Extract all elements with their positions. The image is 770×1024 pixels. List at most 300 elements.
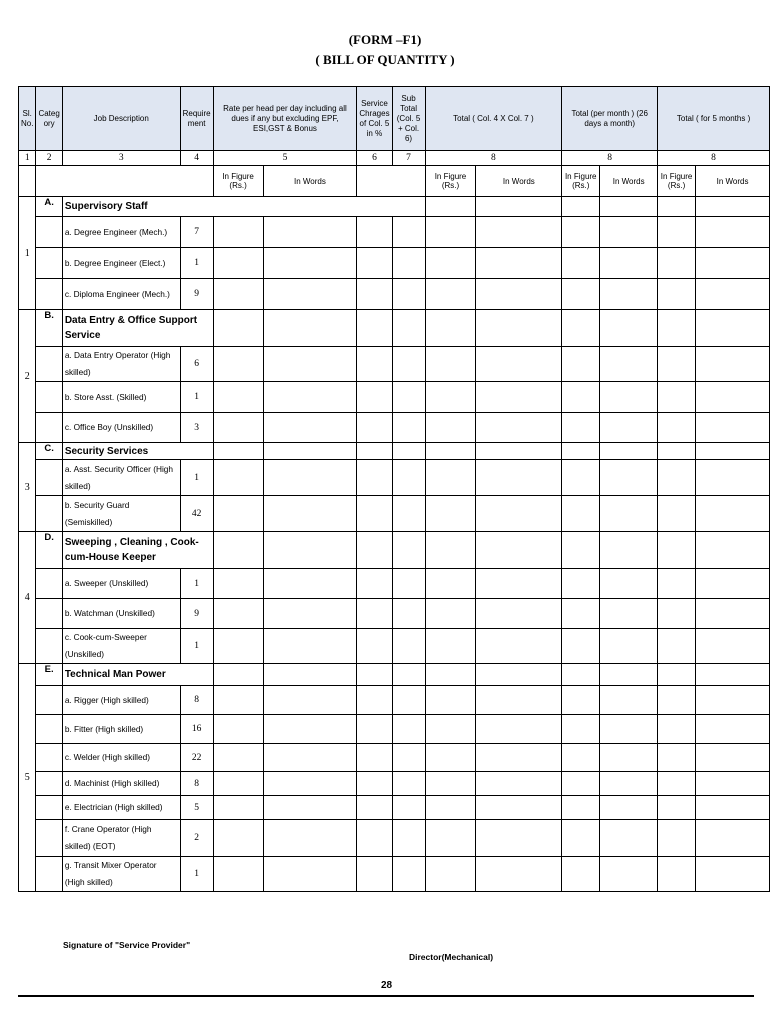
amount-cell <box>425 310 476 347</box>
amount-cell <box>476 820 562 857</box>
header-row <box>19 87 770 151</box>
col-number: 8 <box>562 151 658 166</box>
amount-cell <box>392 629 425 664</box>
col-number: 1 <box>19 151 36 166</box>
category-letter: C. <box>36 443 62 460</box>
requirement-count: 1 <box>180 569 213 599</box>
job-row <box>19 217 770 248</box>
form-title: (FORM –F1) <box>348 32 422 47</box>
job-row <box>19 599 770 629</box>
amount-cell <box>425 715 476 744</box>
amount-cell <box>357 413 392 443</box>
job-row <box>19 629 770 664</box>
subheader-in-figure: In Figure (Rs.) <box>425 166 476 197</box>
empty-cell <box>36 166 213 197</box>
amount-cell <box>562 664 600 686</box>
empty-cell <box>36 629 62 664</box>
requirement-count: 2 <box>180 820 213 857</box>
amount-cell <box>600 217 658 248</box>
amount-cell <box>600 347 658 382</box>
amount-cell <box>476 279 562 310</box>
job-row <box>19 857 770 892</box>
amount-cell <box>213 715 263 744</box>
requirement-count: 6 <box>180 347 213 382</box>
amount-cell <box>658 629 696 664</box>
requirement-count: 7 <box>180 217 213 248</box>
requirement-count: 1 <box>180 382 213 413</box>
amount-cell <box>562 382 600 413</box>
amount-cell <box>263 413 357 443</box>
amount-cell <box>562 532 600 569</box>
subheader-in-words: In Words <box>476 166 562 197</box>
category-letter: A. <box>36 197 62 217</box>
amount-cell <box>213 744 263 772</box>
job-row <box>19 382 770 413</box>
amount-cell <box>425 686 476 715</box>
footer-divider <box>18 995 754 997</box>
section-title: Security Services <box>62 443 213 460</box>
job-row <box>19 569 770 599</box>
amount-cell <box>357 496 392 532</box>
empty-cell <box>36 460 62 496</box>
amount-cell <box>562 629 600 664</box>
job-row <box>19 460 770 496</box>
amount-cell <box>696 715 770 744</box>
subheader-in-words: In Words <box>263 166 357 197</box>
empty-cell <box>36 347 62 382</box>
job-description: g. Transit Mixer Operator (High skilled) <box>62 857 180 892</box>
amount-cell <box>600 197 658 217</box>
amount-cell <box>562 248 600 279</box>
job-row <box>19 347 770 382</box>
amount-cell <box>425 857 476 892</box>
amount-cell <box>357 248 392 279</box>
empty-cell <box>19 166 36 197</box>
amount-cell <box>658 460 696 496</box>
amount-cell <box>213 347 263 382</box>
amount-cell <box>600 413 658 443</box>
amount-cell <box>476 496 562 532</box>
header-subtotal: Sub Total (Col. 5 + Col. 6) <box>392 87 425 151</box>
header-total-per-month: Total (per month ) (26 days a month) <box>562 87 658 151</box>
amount-cell <box>658 772 696 796</box>
amount-cell <box>658 347 696 382</box>
amount-cell <box>600 248 658 279</box>
category-letter: D. <box>36 532 62 569</box>
amount-cell <box>392 857 425 892</box>
amount-cell <box>562 569 600 599</box>
amount-cell <box>263 664 357 686</box>
job-description: b. Store Asst. (Skilled) <box>62 382 180 413</box>
amount-cell <box>392 382 425 413</box>
category-letter: E. <box>36 664 62 686</box>
amount-cell <box>263 347 357 382</box>
job-row <box>19 772 770 796</box>
requirement-count: 5 <box>180 796 213 820</box>
page-number: 28 <box>381 980 393 991</box>
amount-cell <box>476 217 562 248</box>
amount-cell <box>425 382 476 413</box>
col-number: 4 <box>180 151 213 166</box>
amount-cell <box>357 857 392 892</box>
amount-cell <box>476 664 562 686</box>
amount-cell <box>658 715 696 744</box>
amount-cell <box>658 382 696 413</box>
amount-cell <box>263 772 357 796</box>
job-description: c. Welder (High skilled) <box>62 744 180 772</box>
amount-cell <box>476 413 562 443</box>
header-job-description: Job Description <box>62 87 180 151</box>
amount-cell <box>600 496 658 532</box>
amount-cell <box>392 772 425 796</box>
amount-cell <box>696 772 770 796</box>
job-description: a. Rigger (High skilled) <box>62 686 180 715</box>
amount-cell <box>476 248 562 279</box>
requirement-count: 1 <box>180 857 213 892</box>
amount-cell <box>562 460 600 496</box>
amount-cell <box>476 460 562 496</box>
amount-cell <box>658 532 696 569</box>
requirement-count: 8 <box>180 686 213 715</box>
subheader-in-words: In Words <box>600 166 658 197</box>
empty-cell <box>36 413 62 443</box>
col-number: 3 <box>62 151 180 166</box>
amount-cell <box>213 629 263 664</box>
amount-cell <box>213 820 263 857</box>
amount-cell <box>263 382 357 413</box>
amount-cell <box>357 532 392 569</box>
amount-cell <box>696 413 770 443</box>
amount-cell <box>357 460 392 496</box>
amount-cell <box>357 796 392 820</box>
section-title: Sweeping , Cleaning , Cook-cum-House Keeper <box>62 532 213 569</box>
amount-cell <box>263 857 357 892</box>
header-service-charges: Service Chrages of Col. 5 in % <box>357 87 392 151</box>
amount-cell <box>600 599 658 629</box>
job-row <box>19 820 770 857</box>
amount-cell <box>562 197 600 217</box>
amount-cell <box>392 248 425 279</box>
job-description: a. Sweeper (Unskilled) <box>62 569 180 599</box>
form-subtitle: ( BILL OF QUANTITY ) <box>315 52 455 67</box>
amount-cell <box>696 460 770 496</box>
serial-number: 3 <box>19 443 36 532</box>
job-row <box>19 715 770 744</box>
section-row <box>19 310 770 347</box>
amount-cell <box>263 496 357 532</box>
amount-cell <box>392 279 425 310</box>
serial-number: 4 <box>19 532 36 664</box>
empty-cell <box>36 857 62 892</box>
amount-cell <box>562 686 600 715</box>
amount-cell <box>425 279 476 310</box>
amount-cell <box>263 715 357 744</box>
col-number: 8 <box>658 151 770 166</box>
amount-cell <box>357 443 392 460</box>
requirement-count: 1 <box>180 248 213 279</box>
amount-cell <box>425 532 476 569</box>
amount-cell <box>357 382 392 413</box>
requirement-count: 9 <box>180 279 213 310</box>
amount-cell <box>696 197 770 217</box>
amount-cell <box>696 599 770 629</box>
amount-cell <box>658 664 696 686</box>
amount-cell <box>600 796 658 820</box>
amount-cell <box>696 686 770 715</box>
section-row <box>19 532 770 569</box>
amount-cell <box>658 248 696 279</box>
empty-cell <box>36 217 62 248</box>
amount-cell <box>392 796 425 820</box>
amount-cell <box>600 443 658 460</box>
amount-cell <box>213 664 263 686</box>
amount-cell <box>263 744 357 772</box>
amount-cell <box>476 772 562 796</box>
amount-cell <box>562 310 600 347</box>
empty-cell <box>36 744 62 772</box>
amount-cell <box>392 310 425 347</box>
amount-cell <box>357 569 392 599</box>
serial-number: 5 <box>19 664 36 892</box>
requirement-count: 22 <box>180 744 213 772</box>
amount-cell <box>213 443 263 460</box>
amount-cell <box>213 686 263 715</box>
empty-cell <box>36 820 62 857</box>
empty-cell <box>36 496 62 532</box>
amount-cell <box>476 599 562 629</box>
amount-cell <box>263 796 357 820</box>
amount-cell <box>263 248 357 279</box>
job-description: f. Crane Operator (High skilled) (EOT) <box>62 820 180 857</box>
amount-cell <box>213 496 263 532</box>
amount-cell <box>562 599 600 629</box>
empty-cell <box>36 686 62 715</box>
amount-cell <box>425 347 476 382</box>
job-description: c. Cook-cum-Sweeper (Unskilled) <box>62 629 180 664</box>
section-row <box>19 197 770 217</box>
amount-cell <box>425 599 476 629</box>
job-row <box>19 686 770 715</box>
amount-cell <box>392 744 425 772</box>
amount-cell <box>476 443 562 460</box>
amount-cell <box>696 744 770 772</box>
amount-cell <box>357 310 392 347</box>
amount-cell <box>392 532 425 569</box>
job-description: d. Machinist (High skilled) <box>62 772 180 796</box>
job-row <box>19 796 770 820</box>
amount-cell <box>425 496 476 532</box>
empty-cell <box>36 248 62 279</box>
amount-cell <box>425 443 476 460</box>
amount-cell <box>213 796 263 820</box>
amount-cell <box>357 686 392 715</box>
bill-of-quantity-table <box>18 86 770 892</box>
amount-cell <box>392 664 425 686</box>
job-description: c. Office Boy (Unskilled) <box>62 413 180 443</box>
amount-cell <box>213 413 263 443</box>
amount-cell <box>696 857 770 892</box>
amount-cell <box>213 382 263 413</box>
amount-cell <box>357 744 392 772</box>
serial-number: 2 <box>19 310 36 443</box>
requirement-count: 1 <box>180 629 213 664</box>
requirement-count: 16 <box>180 715 213 744</box>
serial-number: 1 <box>19 197 36 310</box>
amount-cell <box>696 496 770 532</box>
amount-cell <box>357 820 392 857</box>
amount-cell <box>392 217 425 248</box>
amount-cell <box>263 279 357 310</box>
amount-cell <box>600 279 658 310</box>
amount-cell <box>357 715 392 744</box>
amount-cell <box>263 443 357 460</box>
empty-cell <box>36 569 62 599</box>
amount-cell <box>213 772 263 796</box>
amount-cell <box>263 599 357 629</box>
subheader-in-figure: In Figure (Rs.) <box>658 166 696 197</box>
amount-cell <box>600 460 658 496</box>
amount-cell <box>425 569 476 599</box>
amount-cell <box>600 310 658 347</box>
amount-cell <box>425 744 476 772</box>
header-sl: Sl. No. <box>19 87 36 151</box>
job-description: b. Fitter (High skilled) <box>62 715 180 744</box>
amount-cell <box>696 569 770 599</box>
amount-cell <box>476 347 562 382</box>
amount-cell <box>562 772 600 796</box>
amount-cell <box>476 629 562 664</box>
amount-cell <box>392 460 425 496</box>
job-row <box>19 413 770 443</box>
requirement-count: 42 <box>180 496 213 532</box>
amount-cell <box>213 217 263 248</box>
amount-cell <box>213 310 263 347</box>
amount-cell <box>562 413 600 443</box>
amount-cell <box>357 217 392 248</box>
job-description: a. Asst. Security Officer (High skilled) <box>62 460 180 496</box>
column-number-row <box>19 151 770 166</box>
amount-cell <box>562 443 600 460</box>
amount-cell <box>392 413 425 443</box>
amount-cell <box>658 217 696 248</box>
amount-cell <box>658 599 696 629</box>
job-row <box>19 279 770 310</box>
col-number: 6 <box>357 151 392 166</box>
empty-cell <box>36 772 62 796</box>
amount-cell <box>213 857 263 892</box>
amount-cell <box>392 820 425 857</box>
job-row <box>19 744 770 772</box>
amount-cell <box>425 664 476 686</box>
amount-cell <box>392 496 425 532</box>
job-description: b. Watchman (Unskilled) <box>62 599 180 629</box>
amount-cell <box>696 347 770 382</box>
amount-cell <box>476 796 562 820</box>
amount-cell <box>392 347 425 382</box>
amount-cell <box>600 664 658 686</box>
amount-cell <box>213 599 263 629</box>
amount-cell <box>696 820 770 857</box>
amount-cell <box>658 744 696 772</box>
amount-cell <box>658 820 696 857</box>
amount-cell <box>263 532 357 569</box>
empty-cell <box>36 715 62 744</box>
amount-cell <box>476 857 562 892</box>
job-description: a. Data Entry Operator (High skilled) <box>62 347 180 382</box>
amount-cell <box>476 744 562 772</box>
amount-cell <box>600 715 658 744</box>
section-title: Data Entry & Office Support Service <box>62 310 213 347</box>
amount-cell <box>476 532 562 569</box>
empty-cell <box>36 796 62 820</box>
amount-cell <box>696 796 770 820</box>
amount-cell <box>263 686 357 715</box>
amount-cell <box>476 686 562 715</box>
amount-cell <box>658 279 696 310</box>
amount-cell <box>263 629 357 664</box>
category-letter: B. <box>36 310 62 347</box>
amount-cell <box>263 217 357 248</box>
amount-cell <box>213 569 263 599</box>
amount-cell <box>425 217 476 248</box>
amount-cell <box>562 217 600 248</box>
amount-cell <box>658 310 696 347</box>
header-total-five-months: Total ( for 5 months ) <box>658 87 770 151</box>
amount-cell <box>600 569 658 599</box>
amount-cell <box>600 857 658 892</box>
amount-cell <box>696 248 770 279</box>
amount-cell <box>357 772 392 796</box>
job-description: c. Diploma Engineer (Mech.) <box>62 279 180 310</box>
amount-cell <box>562 279 600 310</box>
col-number: 7 <box>392 151 425 166</box>
amount-cell <box>357 347 392 382</box>
header-total: Total ( Col. 4 X Col. 7 ) <box>425 87 562 151</box>
amount-cell <box>696 629 770 664</box>
amount-cell <box>696 664 770 686</box>
header-category: Categ ory <box>36 87 62 151</box>
amount-cell <box>696 217 770 248</box>
amount-cell <box>425 460 476 496</box>
amount-cell <box>213 248 263 279</box>
amount-cell <box>425 413 476 443</box>
job-description: b. Degree Engineer (Elect.) <box>62 248 180 279</box>
amount-cell <box>696 382 770 413</box>
requirement-count: 8 <box>180 772 213 796</box>
amount-cell <box>476 197 562 217</box>
amount-cell <box>600 686 658 715</box>
amount-cell <box>562 347 600 382</box>
amount-cell <box>658 686 696 715</box>
amount-cell <box>600 744 658 772</box>
amount-cell <box>696 532 770 569</box>
empty-cell <box>36 382 62 413</box>
amount-cell <box>476 569 562 599</box>
amount-cell <box>562 744 600 772</box>
amount-cell <box>600 382 658 413</box>
amount-cell <box>658 796 696 820</box>
amount-cell <box>562 857 600 892</box>
section-row <box>19 443 770 460</box>
subheader-in-words: In Words <box>696 166 770 197</box>
section-title: Technical Man Power <box>62 664 213 686</box>
requirement-count: 9 <box>180 599 213 629</box>
amount-cell <box>476 715 562 744</box>
amount-cell <box>425 197 476 217</box>
col-number: 5 <box>213 151 357 166</box>
empty-cell <box>36 599 62 629</box>
amount-cell <box>658 413 696 443</box>
